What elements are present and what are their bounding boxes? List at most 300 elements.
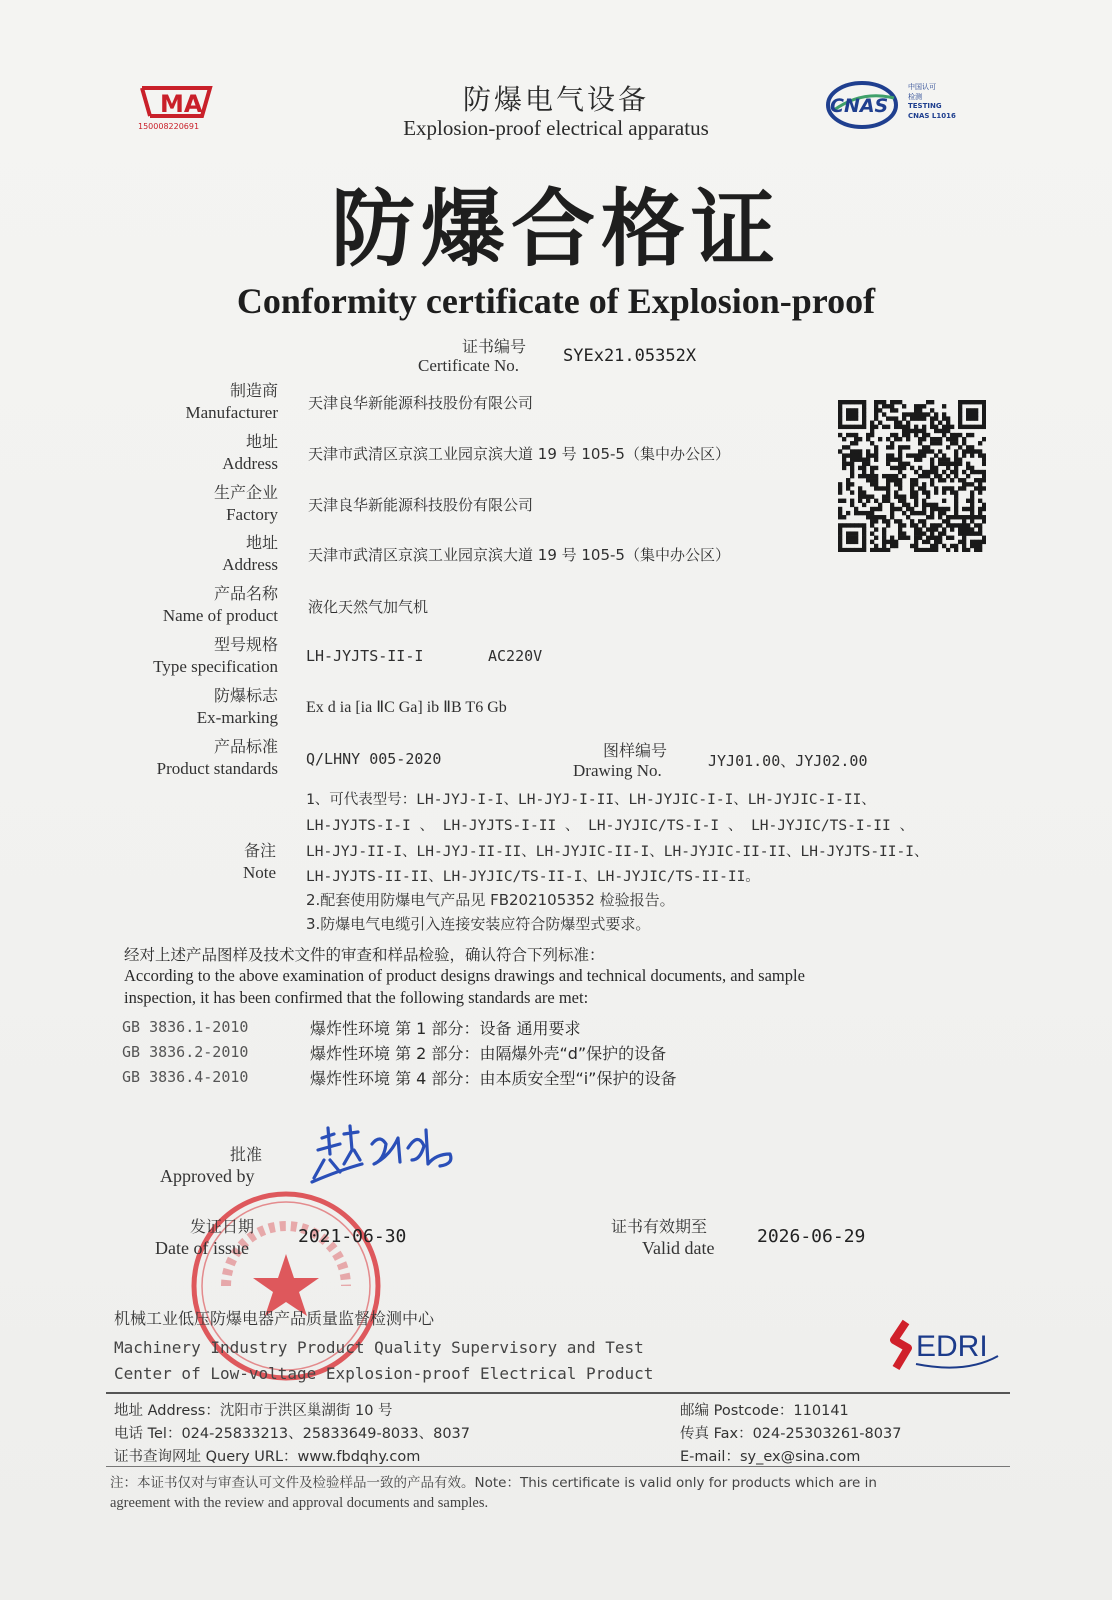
qr-module xyxy=(886,445,890,449)
qr-module xyxy=(946,416,950,420)
label-manufacturer-en: Manufacturer xyxy=(185,403,278,422)
qr-module xyxy=(982,400,986,404)
qr-module xyxy=(878,503,882,507)
issue-date-value: 2021-06-30 xyxy=(298,1226,407,1247)
qr-module xyxy=(890,478,894,482)
qr-module xyxy=(846,511,850,515)
qr-module xyxy=(930,527,934,531)
qr-module xyxy=(842,499,846,503)
standard-3-code: GB 3836.4-2010 xyxy=(122,1068,249,1086)
qr-module xyxy=(978,400,982,404)
qr-module xyxy=(842,548,846,552)
qr-module xyxy=(958,531,962,535)
qr-module xyxy=(978,490,982,494)
qr-module xyxy=(974,548,978,552)
qr-module xyxy=(918,486,922,490)
qr-module xyxy=(942,412,946,416)
qr-module xyxy=(930,511,934,515)
qr-module xyxy=(966,499,970,503)
qr-module xyxy=(982,486,986,490)
qr-module xyxy=(914,494,918,498)
qr-module xyxy=(918,458,922,462)
qr-module xyxy=(838,425,842,429)
qr-module xyxy=(902,523,906,527)
cnas-text: CNAS xyxy=(830,95,889,117)
qr-module xyxy=(922,503,926,507)
statement-en-2: inspection, it has been confirmed that the following standards are met: xyxy=(124,988,589,1007)
qr-module xyxy=(938,523,942,527)
qr-module xyxy=(970,466,974,470)
qr-module xyxy=(838,548,842,552)
qr-module xyxy=(958,433,962,437)
qr-module xyxy=(882,527,886,531)
qr-module xyxy=(870,478,874,482)
qr-module xyxy=(942,433,946,437)
issuer-name-en-2: Center of Low-voltage Explosion-proof Electrical Product xyxy=(114,1364,654,1383)
qr-module xyxy=(970,540,974,544)
qr-module xyxy=(942,416,946,420)
qr-module xyxy=(970,453,974,457)
qr-module xyxy=(882,474,886,478)
qr-module xyxy=(898,482,902,486)
qr-module xyxy=(934,490,938,494)
qr-module xyxy=(870,540,874,544)
qr-module xyxy=(918,412,922,416)
qr-module xyxy=(838,404,842,408)
qr-module xyxy=(874,536,878,540)
edri-text: EDRI xyxy=(916,1330,988,1363)
qr-module xyxy=(874,544,878,548)
valid-date-label-cn: 证书有效期至 xyxy=(611,1217,708,1236)
label-address-2-cn: 地址 xyxy=(245,533,278,552)
qr-module xyxy=(890,445,894,449)
qr-module xyxy=(970,425,974,429)
qr-module xyxy=(858,548,862,552)
qr-module xyxy=(894,478,898,482)
qr-module xyxy=(910,494,914,498)
qr-module xyxy=(906,421,910,425)
qr-module xyxy=(846,482,850,486)
qr-code-icon xyxy=(838,400,986,552)
qr-module xyxy=(930,416,934,420)
qr-module xyxy=(886,523,890,527)
qr-module xyxy=(842,462,846,466)
qr-module xyxy=(862,462,866,466)
qr-module xyxy=(910,412,914,416)
qr-module xyxy=(966,412,970,416)
qr-module xyxy=(894,507,898,511)
qr-module xyxy=(962,544,966,548)
qr-module xyxy=(886,494,890,498)
qr-module xyxy=(914,470,918,474)
qr-module xyxy=(858,466,862,470)
qr-module xyxy=(962,523,966,527)
qr-module xyxy=(938,478,942,482)
note-line-1: 1、可代表型号：LH-JYJ-I-I、LH-JYJ-I-II、LH-JYJIC-I-I、LH-JYJIC-I-II、 xyxy=(306,792,876,808)
qr-module xyxy=(974,486,978,490)
qr-module xyxy=(910,416,914,420)
qr-module xyxy=(854,400,858,404)
qr-module xyxy=(874,478,878,482)
label-address-2-en: Address xyxy=(222,555,278,574)
qr-module xyxy=(946,421,950,425)
qr-module xyxy=(854,523,858,527)
qr-module xyxy=(846,523,850,527)
valid-date-value: 2026-06-29 xyxy=(757,1226,866,1247)
qr-module xyxy=(930,437,934,441)
qr-module xyxy=(902,499,906,503)
qr-module xyxy=(850,503,854,507)
value-type-spec-2: AC220V xyxy=(488,647,543,665)
qr-module xyxy=(838,421,842,425)
qr-module xyxy=(918,466,922,470)
qr-module xyxy=(874,499,878,503)
qr-module xyxy=(922,486,926,490)
label-note xyxy=(106,840,276,884)
qr-module xyxy=(942,486,946,490)
qr-module xyxy=(974,400,978,404)
qr-module xyxy=(902,531,906,535)
value-ex-marking: Ex d ia [ia ⅡC Ga] ib ⅡB T6 Gb xyxy=(306,699,507,716)
qr-module xyxy=(846,540,850,544)
qr-module xyxy=(894,437,898,441)
value-manufacturer: 天津良华新能源科技股份有限公司 xyxy=(308,394,534,412)
qr-module xyxy=(970,503,974,507)
qr-module xyxy=(906,503,910,507)
qr-module xyxy=(970,412,974,416)
qr-module xyxy=(930,536,934,540)
qr-module xyxy=(982,412,986,416)
label-ex-marking-en: Ex-marking xyxy=(196,708,278,727)
qr-module xyxy=(958,523,962,527)
qr-code xyxy=(838,400,986,552)
qr-module xyxy=(882,400,886,404)
qr-module xyxy=(938,458,942,462)
qr-module xyxy=(930,531,934,535)
qr-module xyxy=(930,470,934,474)
qr-module xyxy=(874,449,878,453)
qr-module xyxy=(954,503,958,507)
qr-module xyxy=(962,527,966,531)
qr-module xyxy=(918,441,922,445)
qr-module xyxy=(954,494,958,498)
qr-module xyxy=(946,515,950,519)
qr-module xyxy=(894,544,898,548)
qr-module xyxy=(978,531,982,535)
label-factory-en: Factory xyxy=(226,505,278,524)
qr-module xyxy=(974,478,978,482)
qr-module xyxy=(858,458,862,462)
qr-module xyxy=(954,544,958,548)
qr-module xyxy=(962,540,966,544)
qr-module xyxy=(914,412,918,416)
qr-module xyxy=(870,474,874,478)
qr-module xyxy=(898,507,902,511)
qr-module xyxy=(938,449,942,453)
qr-module xyxy=(962,507,966,511)
qr-module xyxy=(982,536,986,540)
qr-module xyxy=(950,486,954,490)
qr-module xyxy=(914,531,918,535)
qr-module xyxy=(958,486,962,490)
qr-module xyxy=(922,523,926,527)
qr-module xyxy=(922,429,926,433)
qr-module xyxy=(846,400,850,404)
qr-module xyxy=(854,531,858,535)
qr-module xyxy=(862,412,866,416)
qr-module xyxy=(862,527,866,531)
qr-module xyxy=(982,503,986,507)
qr-module xyxy=(934,544,938,548)
qr-module xyxy=(938,421,942,425)
label-address-2 xyxy=(108,532,278,576)
qr-module xyxy=(902,466,906,470)
qr-module xyxy=(962,486,966,490)
qr-module xyxy=(926,449,930,453)
qr-module xyxy=(886,482,890,486)
issuer-email: E-mail：sy_ex@sina.com xyxy=(680,1449,861,1465)
qr-module xyxy=(962,515,966,519)
qr-module xyxy=(946,548,950,552)
qr-module xyxy=(926,527,930,531)
qr-module xyxy=(886,437,890,441)
qr-module xyxy=(978,499,982,503)
qr-module xyxy=(970,507,974,511)
qr-module xyxy=(946,486,950,490)
qr-module xyxy=(874,400,878,404)
qr-module xyxy=(862,408,866,412)
qr-module xyxy=(938,536,942,540)
qr-module xyxy=(982,404,986,408)
qr-module xyxy=(886,416,890,420)
qr-module xyxy=(886,453,890,457)
qr-module xyxy=(942,499,946,503)
qr-module xyxy=(962,519,966,523)
qr-module xyxy=(938,462,942,466)
qr-module xyxy=(898,494,902,498)
qr-module xyxy=(958,527,962,531)
qr-module xyxy=(850,540,854,544)
qr-module xyxy=(910,507,914,511)
qr-module xyxy=(906,453,910,457)
qr-module xyxy=(982,470,986,474)
qr-module xyxy=(918,437,922,441)
qr-module xyxy=(930,449,934,453)
qr-module xyxy=(910,511,914,515)
qr-module xyxy=(850,412,854,416)
qr-module xyxy=(974,544,978,548)
qr-module xyxy=(854,540,858,544)
qr-module xyxy=(846,433,850,437)
qr-module xyxy=(858,449,862,453)
qr-module xyxy=(902,494,906,498)
qr-module xyxy=(962,400,966,404)
qr-module xyxy=(934,536,938,540)
qr-module xyxy=(842,466,846,470)
qr-module xyxy=(950,478,954,482)
qr-module xyxy=(890,474,894,478)
cert-no-value: SYEx21.05352X xyxy=(563,346,697,366)
qr-module xyxy=(898,462,902,466)
qr-module xyxy=(862,421,866,425)
note-line-3: LH-JYJ-II-I、LH-JYJ-II-II、LH-JYJIC-II-I、LH-JYJIC-II-II、LH-JYJTS-II-I、 xyxy=(306,844,929,860)
qr-module xyxy=(898,466,902,470)
qr-module xyxy=(966,408,970,412)
qr-module xyxy=(926,474,930,478)
qr-module xyxy=(954,441,958,445)
qr-module xyxy=(918,408,922,412)
cnas-side-2: 检测 xyxy=(908,93,922,101)
qr-module xyxy=(862,466,866,470)
qr-module xyxy=(854,441,858,445)
qr-module xyxy=(894,482,898,486)
qr-module xyxy=(938,531,942,535)
qr-module xyxy=(882,519,886,523)
footer-divider xyxy=(106,1466,1010,1467)
qr-module xyxy=(894,540,898,544)
qr-module xyxy=(854,536,858,540)
qr-module xyxy=(886,499,890,503)
qr-module xyxy=(930,515,934,519)
qr-module xyxy=(918,404,922,408)
qr-module xyxy=(882,540,886,544)
qr-module xyxy=(982,437,986,441)
qr-module xyxy=(882,486,886,490)
qr-module xyxy=(874,404,878,408)
qr-module xyxy=(842,437,846,441)
qr-module xyxy=(946,425,950,429)
qr-module xyxy=(838,408,842,412)
qr-module xyxy=(886,425,890,429)
qr-module xyxy=(950,425,954,429)
qr-module xyxy=(866,515,870,519)
qr-module xyxy=(850,548,854,552)
label-note-en: Note xyxy=(242,863,276,882)
qr-module xyxy=(934,441,938,445)
qr-module xyxy=(894,416,898,420)
qr-module xyxy=(966,515,970,519)
qr-module xyxy=(922,548,926,552)
qr-module xyxy=(850,474,854,478)
qr-module xyxy=(870,466,874,470)
qr-module xyxy=(894,408,898,412)
qr-module xyxy=(878,548,882,552)
qr-module xyxy=(842,445,846,449)
qr-module xyxy=(906,445,910,449)
qr-module xyxy=(930,478,934,482)
qr-module xyxy=(982,421,986,425)
qr-module xyxy=(982,540,986,544)
qr-module xyxy=(938,441,942,445)
qr-module xyxy=(910,453,914,457)
qr-module xyxy=(866,458,870,462)
qr-module xyxy=(966,425,970,429)
qr-module xyxy=(850,453,854,457)
qr-module xyxy=(838,499,842,503)
qr-module xyxy=(966,482,970,486)
qr-module xyxy=(942,531,946,535)
qr-module xyxy=(914,425,918,429)
qr-module xyxy=(866,462,870,466)
qr-module xyxy=(858,486,862,490)
qr-module xyxy=(974,523,978,527)
qr-module xyxy=(842,400,846,404)
qr-module xyxy=(890,544,894,548)
qr-module xyxy=(914,482,918,486)
qr-module xyxy=(942,527,946,531)
qr-module xyxy=(954,511,958,515)
value-address-2: 天津市武清区京滨工业园京滨大道 19 号 105-5（集中办公区） xyxy=(308,546,730,564)
qr-module xyxy=(850,408,854,412)
value-type-spec: LH-JYJTS-II-I xyxy=(306,647,424,665)
qr-module xyxy=(882,412,886,416)
qr-module xyxy=(962,482,966,486)
qr-module xyxy=(914,408,918,412)
qr-module xyxy=(934,507,938,511)
qr-module xyxy=(926,445,930,449)
qr-module xyxy=(958,515,962,519)
qr-module xyxy=(966,523,970,527)
label-type-spec xyxy=(108,634,278,678)
qr-module xyxy=(910,429,914,433)
qr-module xyxy=(938,515,942,519)
qr-module xyxy=(906,425,910,429)
qr-module xyxy=(854,408,858,412)
qr-module xyxy=(942,544,946,548)
qr-module xyxy=(882,531,886,535)
qr-module xyxy=(862,548,866,552)
edri-logo-icon xyxy=(886,1318,1006,1374)
qr-module xyxy=(926,503,930,507)
qr-module xyxy=(950,544,954,548)
qr-module xyxy=(906,515,910,519)
value-factory: 天津良华新能源科技股份有限公司 xyxy=(308,496,534,514)
qr-module xyxy=(886,474,890,478)
qr-module xyxy=(850,458,854,462)
qr-module xyxy=(930,507,934,511)
qr-module xyxy=(978,478,982,482)
qr-module xyxy=(918,429,922,433)
qr-module xyxy=(838,531,842,535)
qr-module xyxy=(946,429,950,433)
qr-module xyxy=(838,523,842,527)
qr-module xyxy=(906,412,910,416)
qr-module xyxy=(842,523,846,527)
qr-module xyxy=(974,412,978,416)
qr-module xyxy=(906,507,910,511)
qr-module xyxy=(950,527,954,531)
statement-en-1: According to the above examination of product designs drawings and technical documents, and sample xyxy=(124,966,805,985)
qr-module xyxy=(898,523,902,527)
qr-module xyxy=(846,412,850,416)
qr-module xyxy=(950,470,954,474)
qr-module xyxy=(934,474,938,478)
qr-module xyxy=(894,425,898,429)
qr-module xyxy=(902,404,906,408)
qr-module xyxy=(838,536,842,540)
qr-module xyxy=(854,511,858,515)
qr-module xyxy=(938,507,942,511)
qr-module xyxy=(934,429,938,433)
standard-2-desc: 爆炸性环境 第 2 部分：由隔爆外壳“d”保护的设备 xyxy=(310,1044,667,1063)
qr-module xyxy=(854,453,858,457)
qr-module xyxy=(982,474,986,478)
qr-module xyxy=(886,486,890,490)
cert-no-label-en: Certificate No. xyxy=(418,356,520,375)
qr-module xyxy=(846,548,850,552)
qr-module xyxy=(978,441,982,445)
qr-module xyxy=(946,458,950,462)
